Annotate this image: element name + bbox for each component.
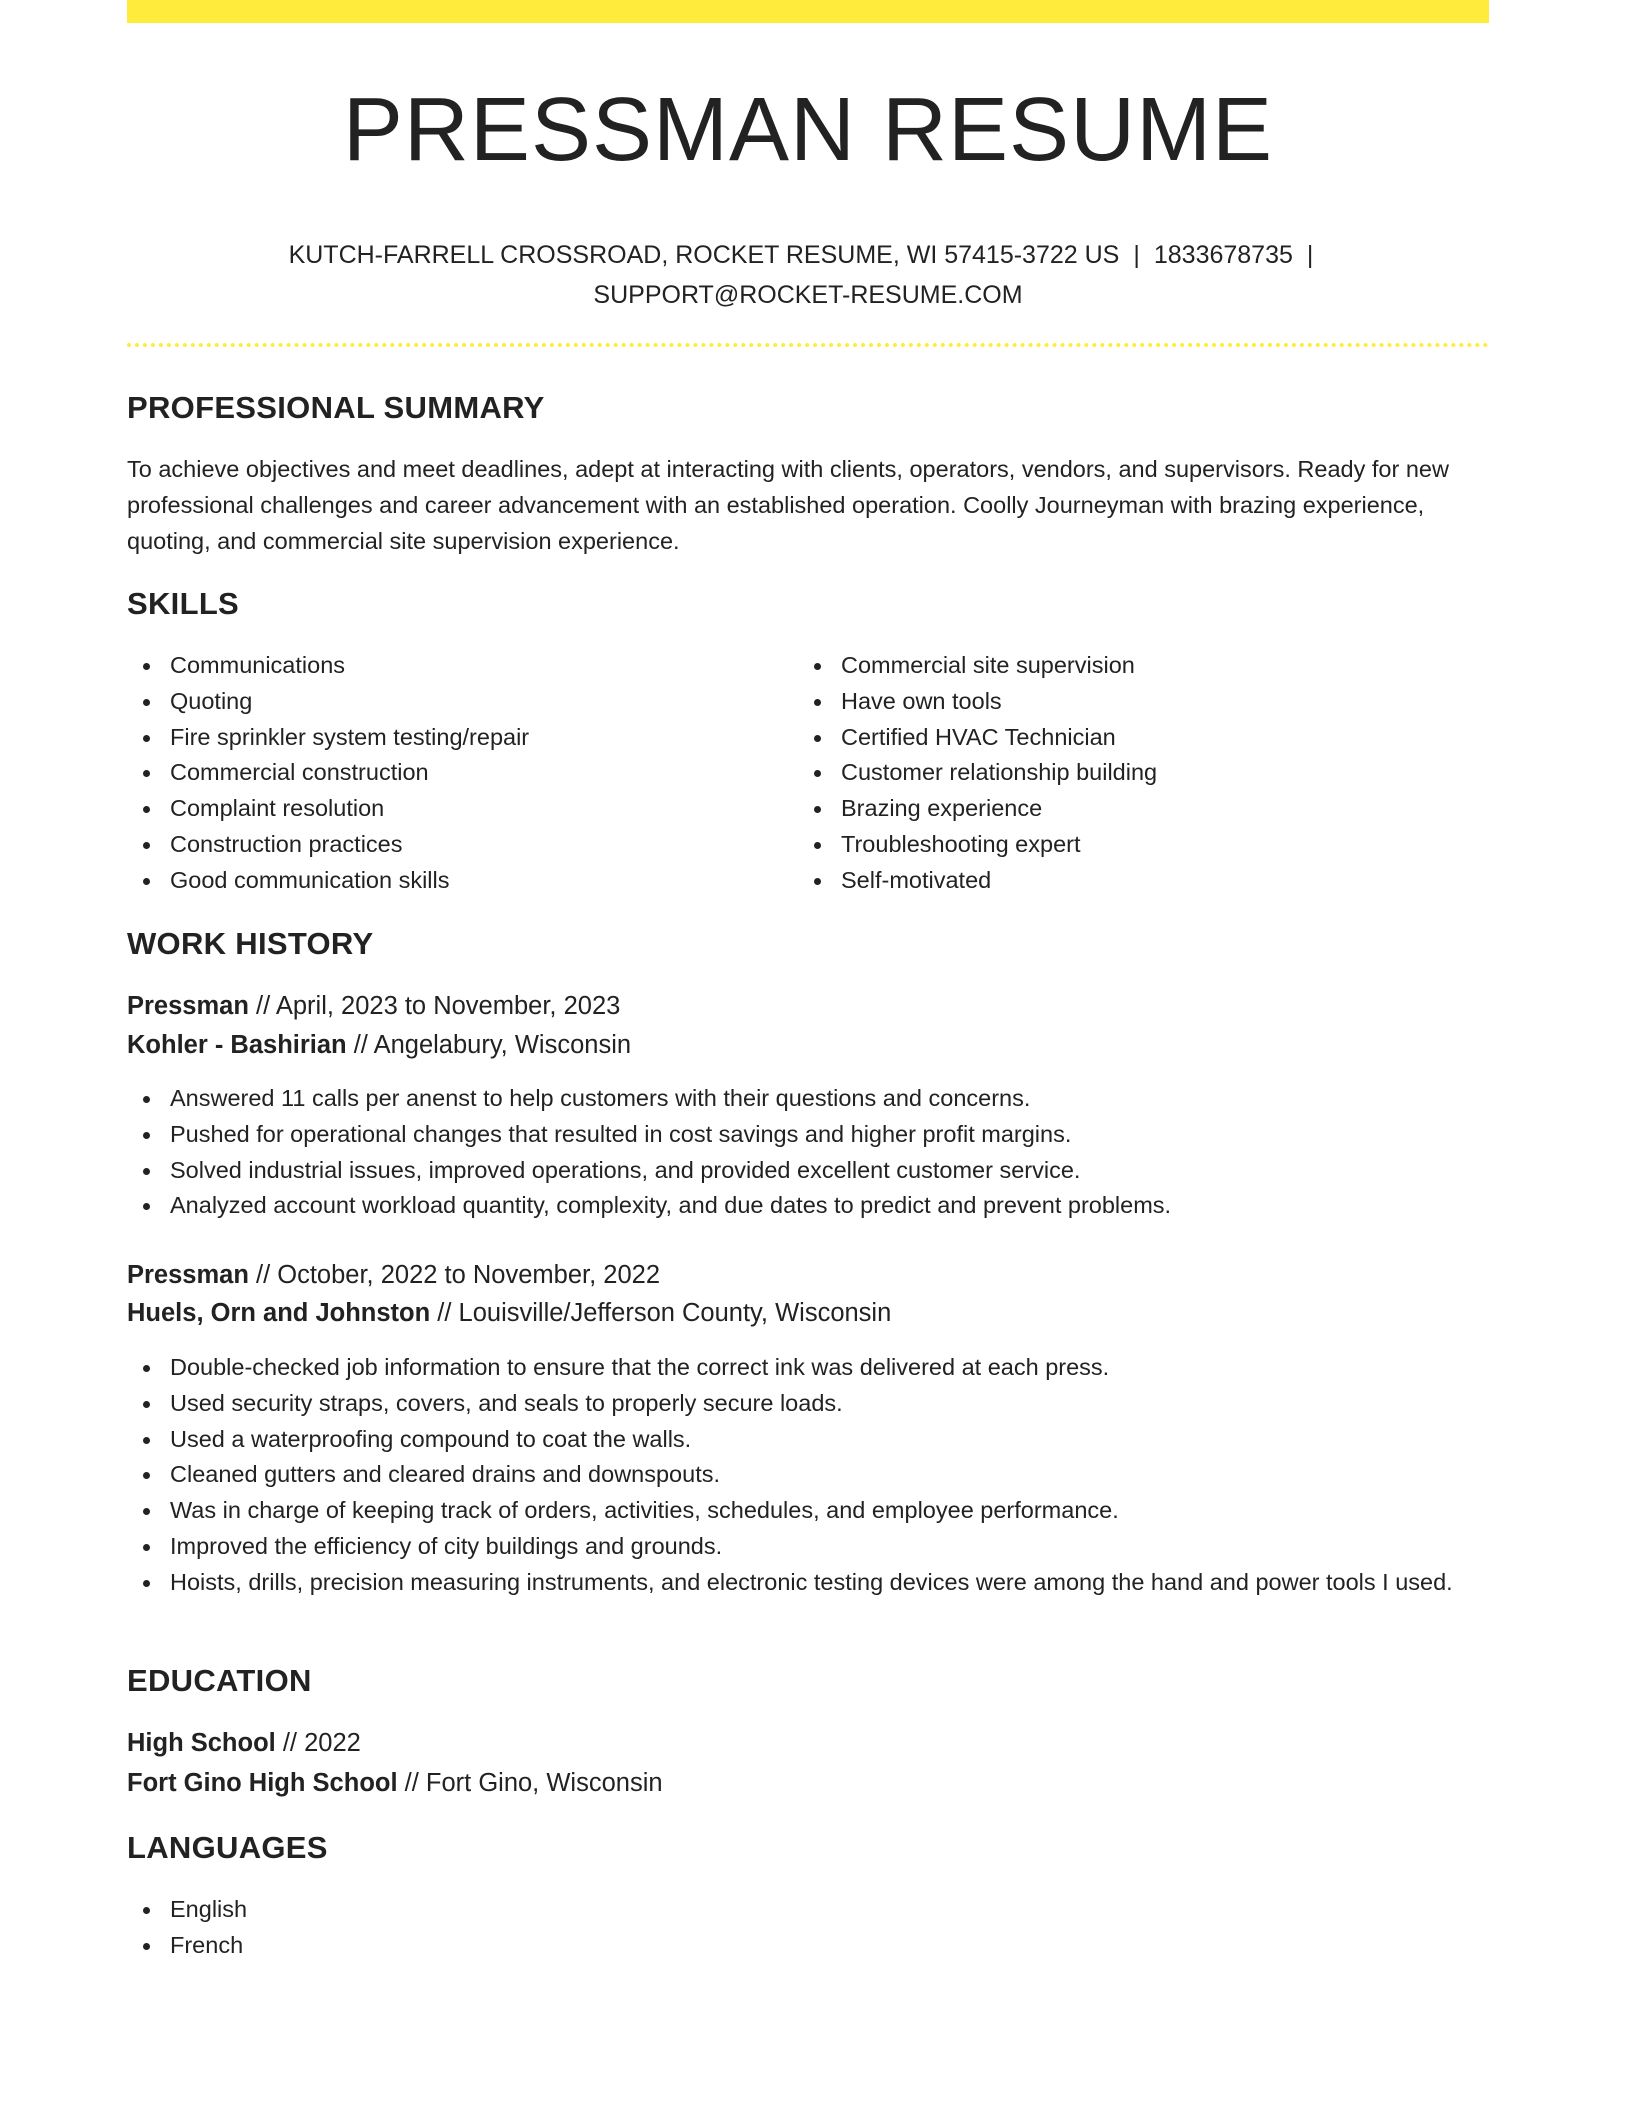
skills-list-right (798, 648, 1488, 899)
job-location: // Louisville/Jefferson County, Wisconsin (430, 1299, 892, 1327)
list-item: Double-checked job information to ensure that the correct ink was delivered at each press. (127, 1350, 1489, 1386)
job-company: Huels, Orn and Johnston (127, 1299, 431, 1327)
list-item: Communications (127, 648, 787, 684)
education-degree-line (127, 1724, 361, 1763)
top-accent-bar (127, 0, 1489, 23)
list-item: Answered 11 calls per anenst to help customers with their questions and concerns. (127, 1081, 1489, 1117)
page-title: PRESSMAN RESUME (342, 80, 1274, 180)
list-item: Brazing experience (798, 791, 1488, 827)
job-title-line (127, 1256, 660, 1295)
job-location: // Angelabury, Wisconsin (346, 1031, 632, 1059)
education-heading: EDUCATION (127, 1663, 312, 1698)
education-location: // Fort Gino, Wisconsin (397, 1769, 663, 1797)
job-title: Pressman (127, 992, 249, 1020)
summary-text: To achieve objectives and meet deadlines, adept at interacting with clients, operators, vendors, and supervisors. Ready for new professional challenges and career advancement with an established operation. Coolly Journeyman with brazing experience, quoting, and commercial site supervision experience. (127, 456, 1449, 554)
job-dates: // April, 2023 to November, 2023 (248, 992, 621, 1020)
summary-heading: PROFESSIONAL SUMMARY (127, 390, 545, 425)
job-duties-list (127, 1081, 1489, 1224)
list-item: Hoists, drills, precision measuring instruments, and electronic testing devices were among the hand and power tools I used. (127, 1565, 1489, 1601)
list-item: Was in charge of keeping track of orders, activities, schedules, and employee performance. (127, 1493, 1489, 1529)
list-item: Commercial site supervision (798, 648, 1488, 684)
list-item: Good communication skills (127, 863, 787, 899)
list-item: Fire sprinkler system testing/repair (127, 720, 787, 756)
languages-heading: LANGUAGES (127, 1830, 328, 1865)
list-item: Analyzed account workload quantity, complexity, and due dates to predict and prevent problems. (127, 1188, 1489, 1224)
skills-heading: SKILLS (127, 586, 240, 621)
list-item: Have own tools (798, 684, 1488, 720)
list-item: Quoting (127, 684, 787, 720)
list-item: Commercial construction (127, 755, 787, 791)
job-company: Kohler - Bashirian (127, 1031, 347, 1059)
phone: 1833678735 (1153, 241, 1293, 269)
job-title-line (127, 987, 620, 1026)
job-title: Pressman (127, 1261, 249, 1289)
education-school: Fort Gino High School (127, 1769, 398, 1797)
list-item: Certified HVAC Technician (798, 720, 1488, 756)
education-year: // 2022 (275, 1729, 361, 1757)
job-company-line (127, 1026, 631, 1065)
job-dates: // October, 2022 to November, 2022 (248, 1261, 661, 1289)
list-item: Solved industrial issues, improved operations, and provided excellent customer service. (127, 1153, 1489, 1189)
skills-list-left (127, 648, 787, 899)
list-item: Troubleshooting expert (798, 827, 1488, 863)
list-item: Self-motivated (798, 863, 1488, 899)
education-school-line (127, 1764, 663, 1803)
job-duties-list (127, 1350, 1489, 1601)
list-item: Pushed for operational changes that resulted in cost savings and higher profit margins. (127, 1117, 1489, 1153)
list-item: French (127, 1928, 727, 1964)
list-item: Used a waterproofing compound to coat the walls. (127, 1422, 1489, 1458)
address: KUTCH-FARRELL CROSSROAD, ROCKET RESUME, WI 57415-3722 US (288, 241, 1120, 269)
contact-separator: | (1133, 241, 1140, 269)
job-company-line (127, 1294, 891, 1333)
languages-list (127, 1892, 727, 1964)
list-item: Improved the efficiency of city buildings and grounds. (127, 1529, 1489, 1565)
list-item: Complaint resolution (127, 791, 787, 827)
list-item: Used security straps, covers, and seals to properly secure loads. (127, 1386, 1489, 1422)
list-item: Construction practices (127, 827, 787, 863)
contact-separator: | (1306, 241, 1314, 269)
list-item: English (127, 1892, 727, 1928)
list-item: Cleaned gutters and cleared drains and downspouts. (127, 1457, 1489, 1493)
education-degree: High School (127, 1729, 276, 1757)
list-item: Customer relationship building (798, 755, 1488, 791)
contact-info (127, 235, 1489, 315)
email: SUPPORT@ROCKET-RESUME.COM (593, 281, 1023, 309)
work-history-heading: WORK HISTORY (127, 926, 374, 961)
header-divider (127, 343, 1489, 347)
